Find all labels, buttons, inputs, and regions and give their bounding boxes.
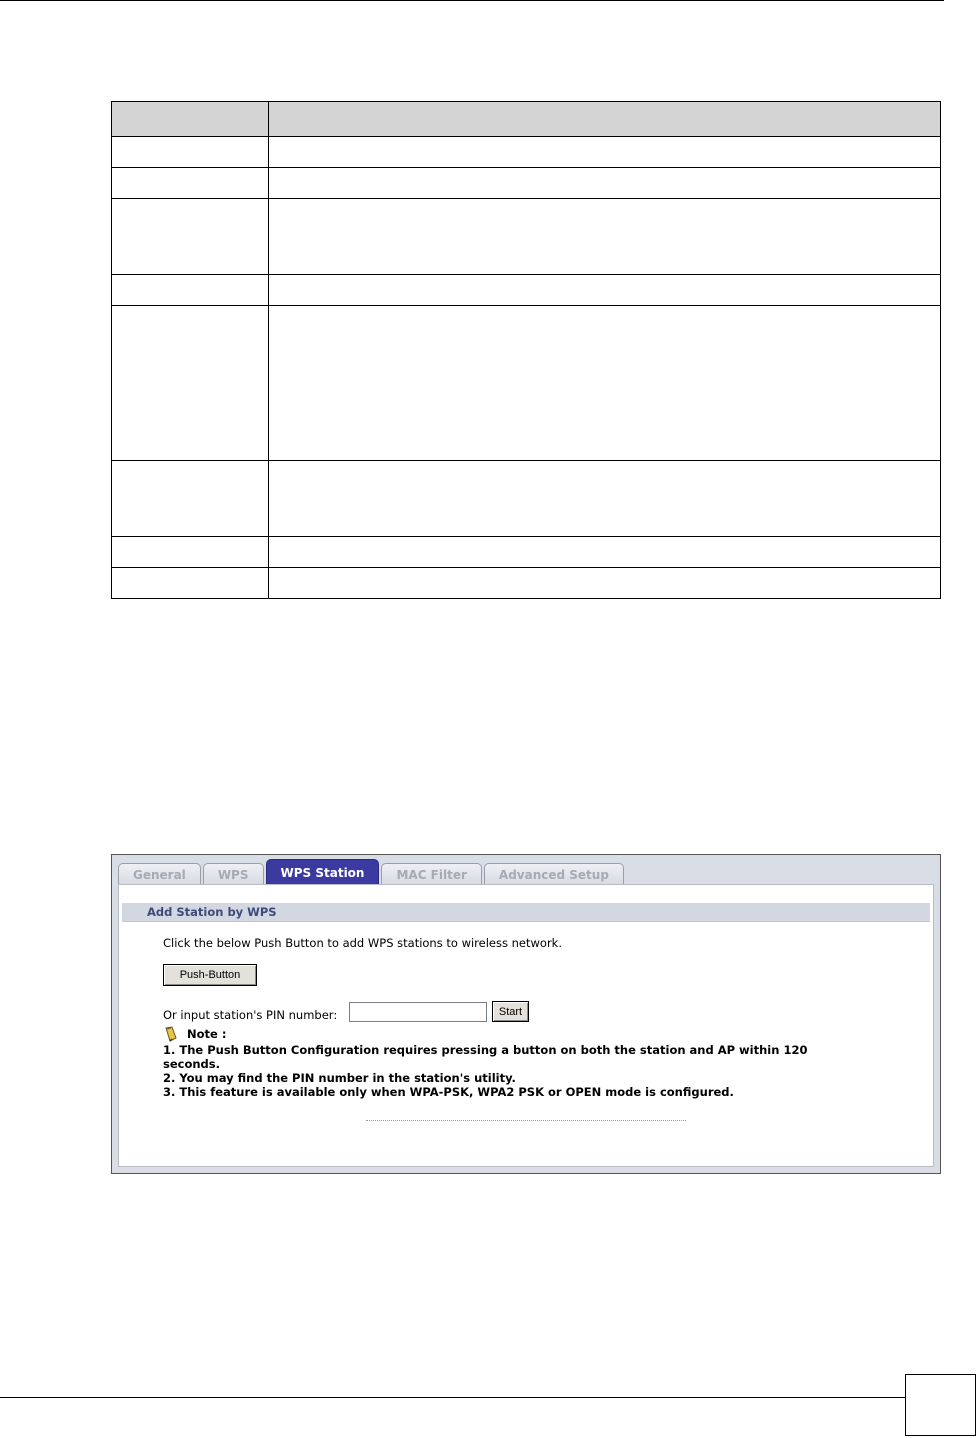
- table-cell: [269, 461, 941, 537]
- tab-advanced-setup[interactable]: Advanced Setup: [484, 863, 624, 885]
- table-row: [112, 137, 941, 168]
- table-cell: [269, 568, 941, 599]
- note-line: 1. The Push Button Configuration requires pressing a button on both the station and AP within 120: [163, 1043, 808, 1057]
- table-cell: [269, 537, 941, 568]
- table-cell: [269, 199, 941, 275]
- table-cell: [112, 568, 269, 599]
- tab-mac-filter[interactable]: MAC Filter: [381, 863, 481, 885]
- note-line: 3. This feature is available only when WPA-PSK, WPA2 PSK or OPEN mode is configured.: [163, 1085, 734, 1099]
- note-pencil-icon: [163, 1026, 179, 1042]
- table-row: [112, 168, 941, 199]
- tab-wps[interactable]: WPS: [203, 863, 264, 885]
- content-panel: [118, 884, 934, 1167]
- pin-input[interactable]: [349, 1002, 487, 1022]
- table-cell: [269, 275, 941, 306]
- note-header: [163, 1026, 226, 1042]
- table-header-description: [269, 102, 941, 137]
- table-row: [112, 275, 941, 306]
- push-button[interactable]: Push-Button: [163, 964, 257, 986]
- header-rule: [0, 0, 944, 1]
- table-cell: [112, 275, 269, 306]
- table-cell: [112, 537, 269, 568]
- table-cell: [112, 137, 269, 168]
- table-cell: [112, 199, 269, 275]
- page-number-box: [905, 1374, 976, 1436]
- table-row: [112, 199, 941, 275]
- wps-station-screen: [111, 854, 941, 1174]
- dotted-divider: [366, 1120, 686, 1121]
- pin-label: Or input station's PIN number:: [163, 1008, 338, 1022]
- table-row: [112, 306, 941, 461]
- table-row: [112, 461, 941, 537]
- table-cell: [112, 461, 269, 537]
- table-header-row: [112, 102, 941, 137]
- note-title: Note :: [187, 1027, 227, 1041]
- table-cell: [269, 168, 941, 199]
- push-button-description: Click the below Push Button to add WPS stations to wireless network.: [163, 936, 562, 950]
- tab-bar: [118, 859, 626, 885]
- table-cell: [112, 306, 269, 461]
- start-button[interactable]: Start: [492, 1001, 529, 1022]
- section-title: Add Station by WPS: [122, 903, 930, 922]
- tab-general[interactable]: General: [118, 863, 201, 885]
- note-list: [163, 1043, 883, 1099]
- table-row: [112, 537, 941, 568]
- table-cell: [269, 306, 941, 461]
- table-cell: [112, 168, 269, 199]
- table-cell: [269, 137, 941, 168]
- reference-table: [111, 101, 941, 599]
- footer-rule: [0, 1397, 905, 1398]
- note-line: seconds.: [163, 1057, 220, 1071]
- table-row: [112, 568, 941, 599]
- tab-wps-station[interactable]: WPS Station: [266, 859, 380, 885]
- note-line: 2. You may find the PIN number in the station's utility.: [163, 1071, 516, 1085]
- table-header-label: [112, 102, 269, 137]
